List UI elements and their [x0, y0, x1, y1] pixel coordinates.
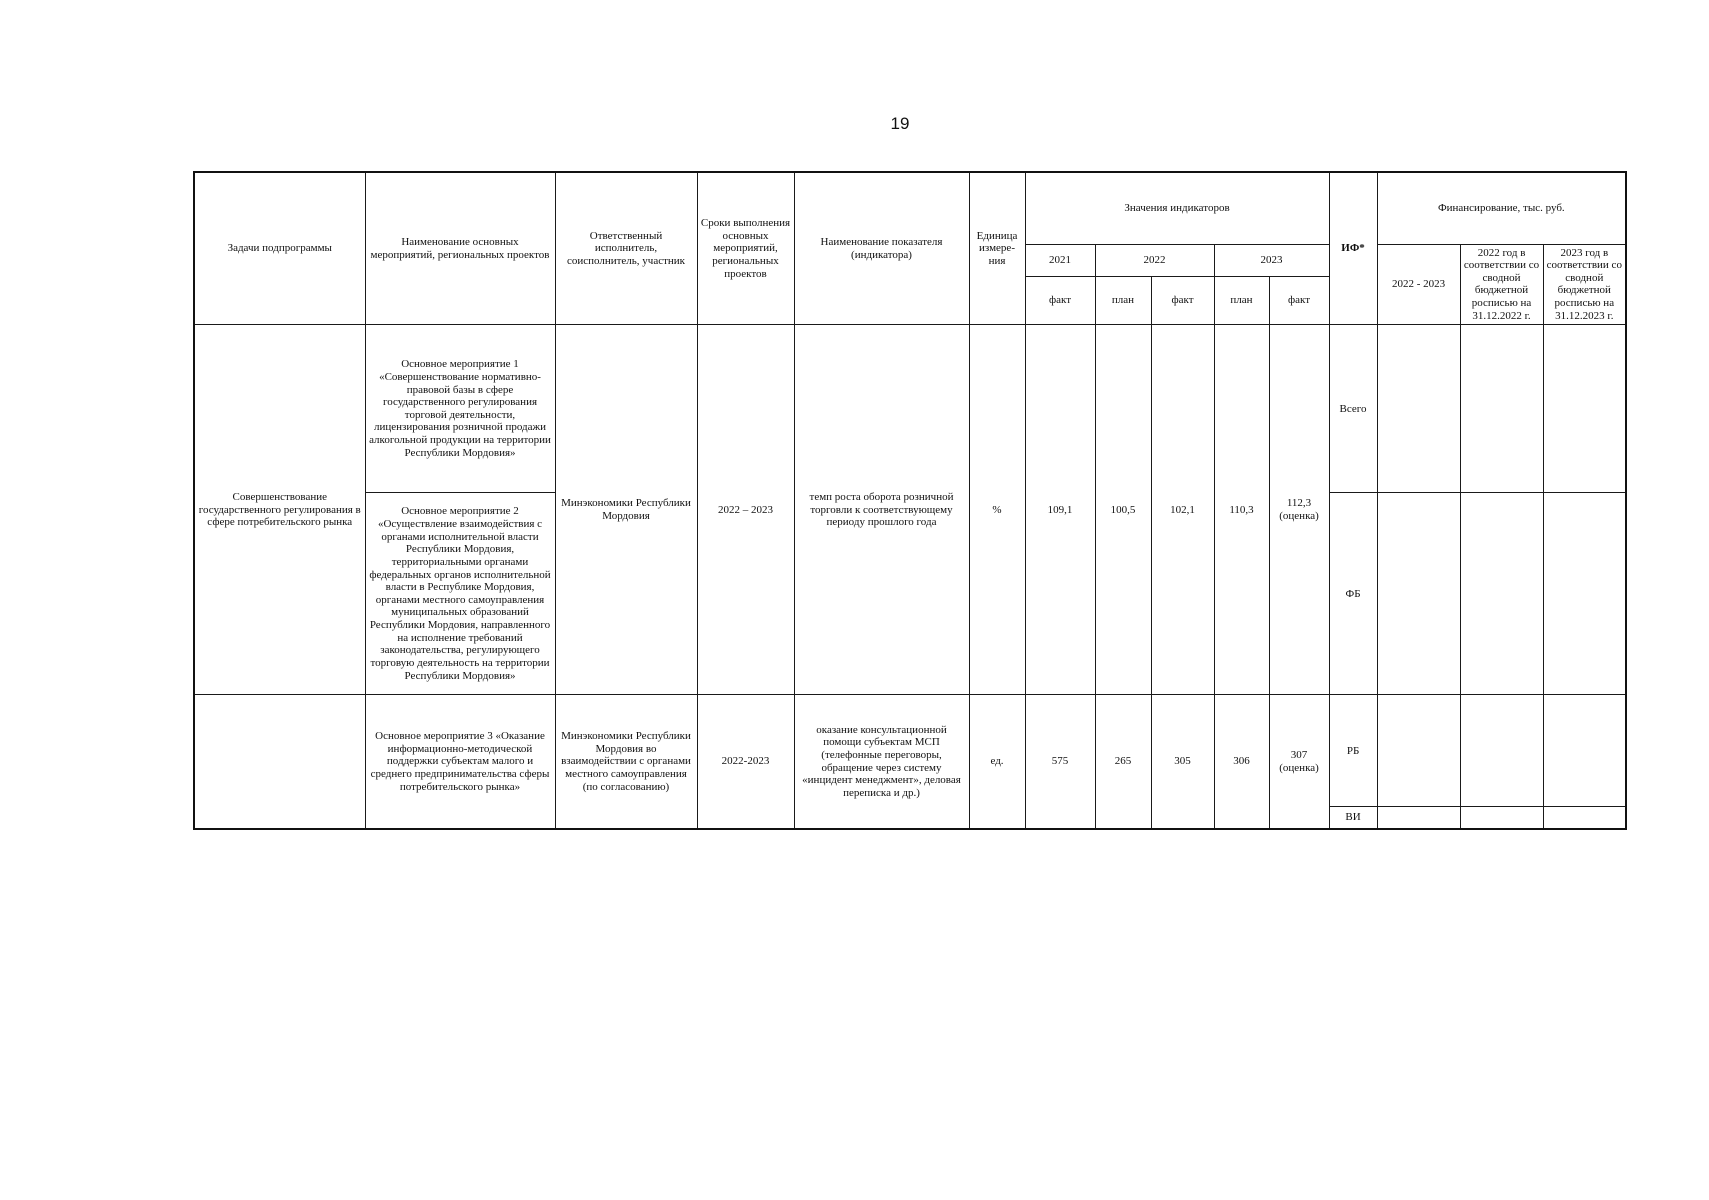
header-indicator: Наименование показателя (индикатора): [794, 172, 969, 325]
header-year-2022: 2022: [1095, 244, 1214, 276]
source-rb-cell: РБ: [1329, 695, 1377, 807]
task-cell: [194, 695, 365, 829]
fin-2022-cell: [1460, 807, 1543, 829]
fin-period-cell: [1377, 325, 1460, 493]
header-executor: Ответственный исполнитель, соисполнитель, участник: [555, 172, 697, 325]
fin-2023-cell: [1543, 325, 1626, 493]
unit-cell: ед.: [969, 695, 1025, 829]
fin-2022-cell: [1460, 325, 1543, 493]
header-fin-2023: 2023 год в соответствии со сводной бюджетной росписью на 31.12.2023 г.: [1543, 244, 1626, 325]
page-number: 19: [890, 114, 910, 133]
indicator-cell: темп роста оборота розничной торговли к соответствующему периоду прошлого года: [794, 325, 969, 695]
terms-cell: 2022 – 2023: [697, 325, 794, 695]
source-total-cell: Всего: [1329, 325, 1377, 493]
unit-cell: %: [969, 325, 1025, 695]
table-row: [194, 695, 1626, 807]
source-fb-cell: ФБ: [1329, 493, 1377, 695]
header-tasks: Задачи подпрограммы: [194, 172, 365, 325]
fact-2021-cell: 109,1: [1025, 325, 1095, 695]
fact-2022-cell: 102,1: [1151, 325, 1214, 695]
executor-cell: Минэкономики Республики Мордовия во взаимодействии с органами местного самоуправления (по согласованию): [555, 695, 697, 829]
header-fin-2022: 2022 год в соответствии со сводной бюджетной росписью на 31.12.2022 г.: [1460, 244, 1543, 325]
fin-2023-cell: [1543, 493, 1626, 695]
fin-2023-cell: [1543, 807, 1626, 829]
header-2022-plan: план: [1095, 276, 1151, 325]
activity-2-cell: Основное мероприятие 2 «Осуществление взаимодействия с органами исполнительной власти Республики Мордовия, территориальными органами федеральных органов исполнительной власти в Республике Мордовия, органами местного самоуправления муниципальных образований Республики Мордовия, направленного на исполнение требований законодательства, регулирующего торговую деятельность на территории Республики Мордовия»: [365, 493, 555, 695]
header-funding-source: ИФ*: [1329, 172, 1377, 325]
fact-2023-cell: 112,3 (оценка): [1269, 325, 1329, 695]
fin-period-cell: [1377, 493, 1460, 695]
fact-2021-cell: 575: [1025, 695, 1095, 829]
header-unit: Единица измере-ния: [969, 172, 1025, 325]
source-vi-cell: ВИ: [1329, 807, 1377, 829]
header-2023-plan: план: [1214, 276, 1269, 325]
executor-cell: Минэкономики Республики Мордовия: [555, 325, 697, 695]
fact-2023-cell: 307 (оценка): [1269, 695, 1329, 829]
plan-2022-cell: 100,5: [1095, 325, 1151, 695]
plan-2023-cell: 306: [1214, 695, 1269, 829]
header-2022-fact: факт: [1151, 276, 1214, 325]
header-fin-period: 2022 - 2023: [1377, 244, 1460, 325]
fact-2022-cell: 305: [1151, 695, 1214, 829]
plan-2023-cell: 110,3: [1214, 325, 1269, 695]
activity-3-cell: Основное мероприятие 3 «Оказание информационно-методической поддержки субъектам малого и среднего предпринимательства сферы потребительского рынка»: [365, 695, 555, 829]
indicator-cell: оказание консультационной помощи субъектам МСП (телефонные переговоры, обращение через систему «инцидент менеджмент», деловая переписка и др.): [794, 695, 969, 829]
subprogram-table: [193, 171, 1627, 830]
fin-2022-cell: [1460, 493, 1543, 695]
header-year-2023: 2023: [1214, 244, 1329, 276]
task-cell: Совершенствование государственного регулирования в сфере потребительского рынка: [194, 325, 365, 695]
terms-cell: 2022-2023: [697, 695, 794, 829]
fin-period-cell: [1377, 807, 1460, 829]
plan-2022-cell: 265: [1095, 695, 1151, 829]
fin-2023-cell: [1543, 695, 1626, 807]
header-year-2021: 2021: [1025, 244, 1095, 276]
header-2023-fact: факт: [1269, 276, 1329, 325]
fin-2022-cell: [1460, 695, 1543, 807]
fin-period-cell: [1377, 695, 1460, 807]
header-financing: Финансирование, тыс. руб.: [1377, 172, 1626, 244]
header-indicator-values: Значения индикаторов: [1025, 172, 1329, 244]
header-2021-fact: факт: [1025, 276, 1095, 325]
activity-1-cell: Основное мероприятие 1 «Совершенствование нормативно-правовой базы в сфере государственного регулирования торговой деятельности, лицензирования розничной продажи алкогольной продукции на территории Республики Мордовия»: [365, 325, 555, 493]
table-row: [194, 325, 1626, 493]
header-terms: Сроки выполнения основных мероприятий, региональных проектов: [697, 172, 794, 325]
header-activities: Наименование основных мероприятий, региональных проектов: [365, 172, 555, 325]
